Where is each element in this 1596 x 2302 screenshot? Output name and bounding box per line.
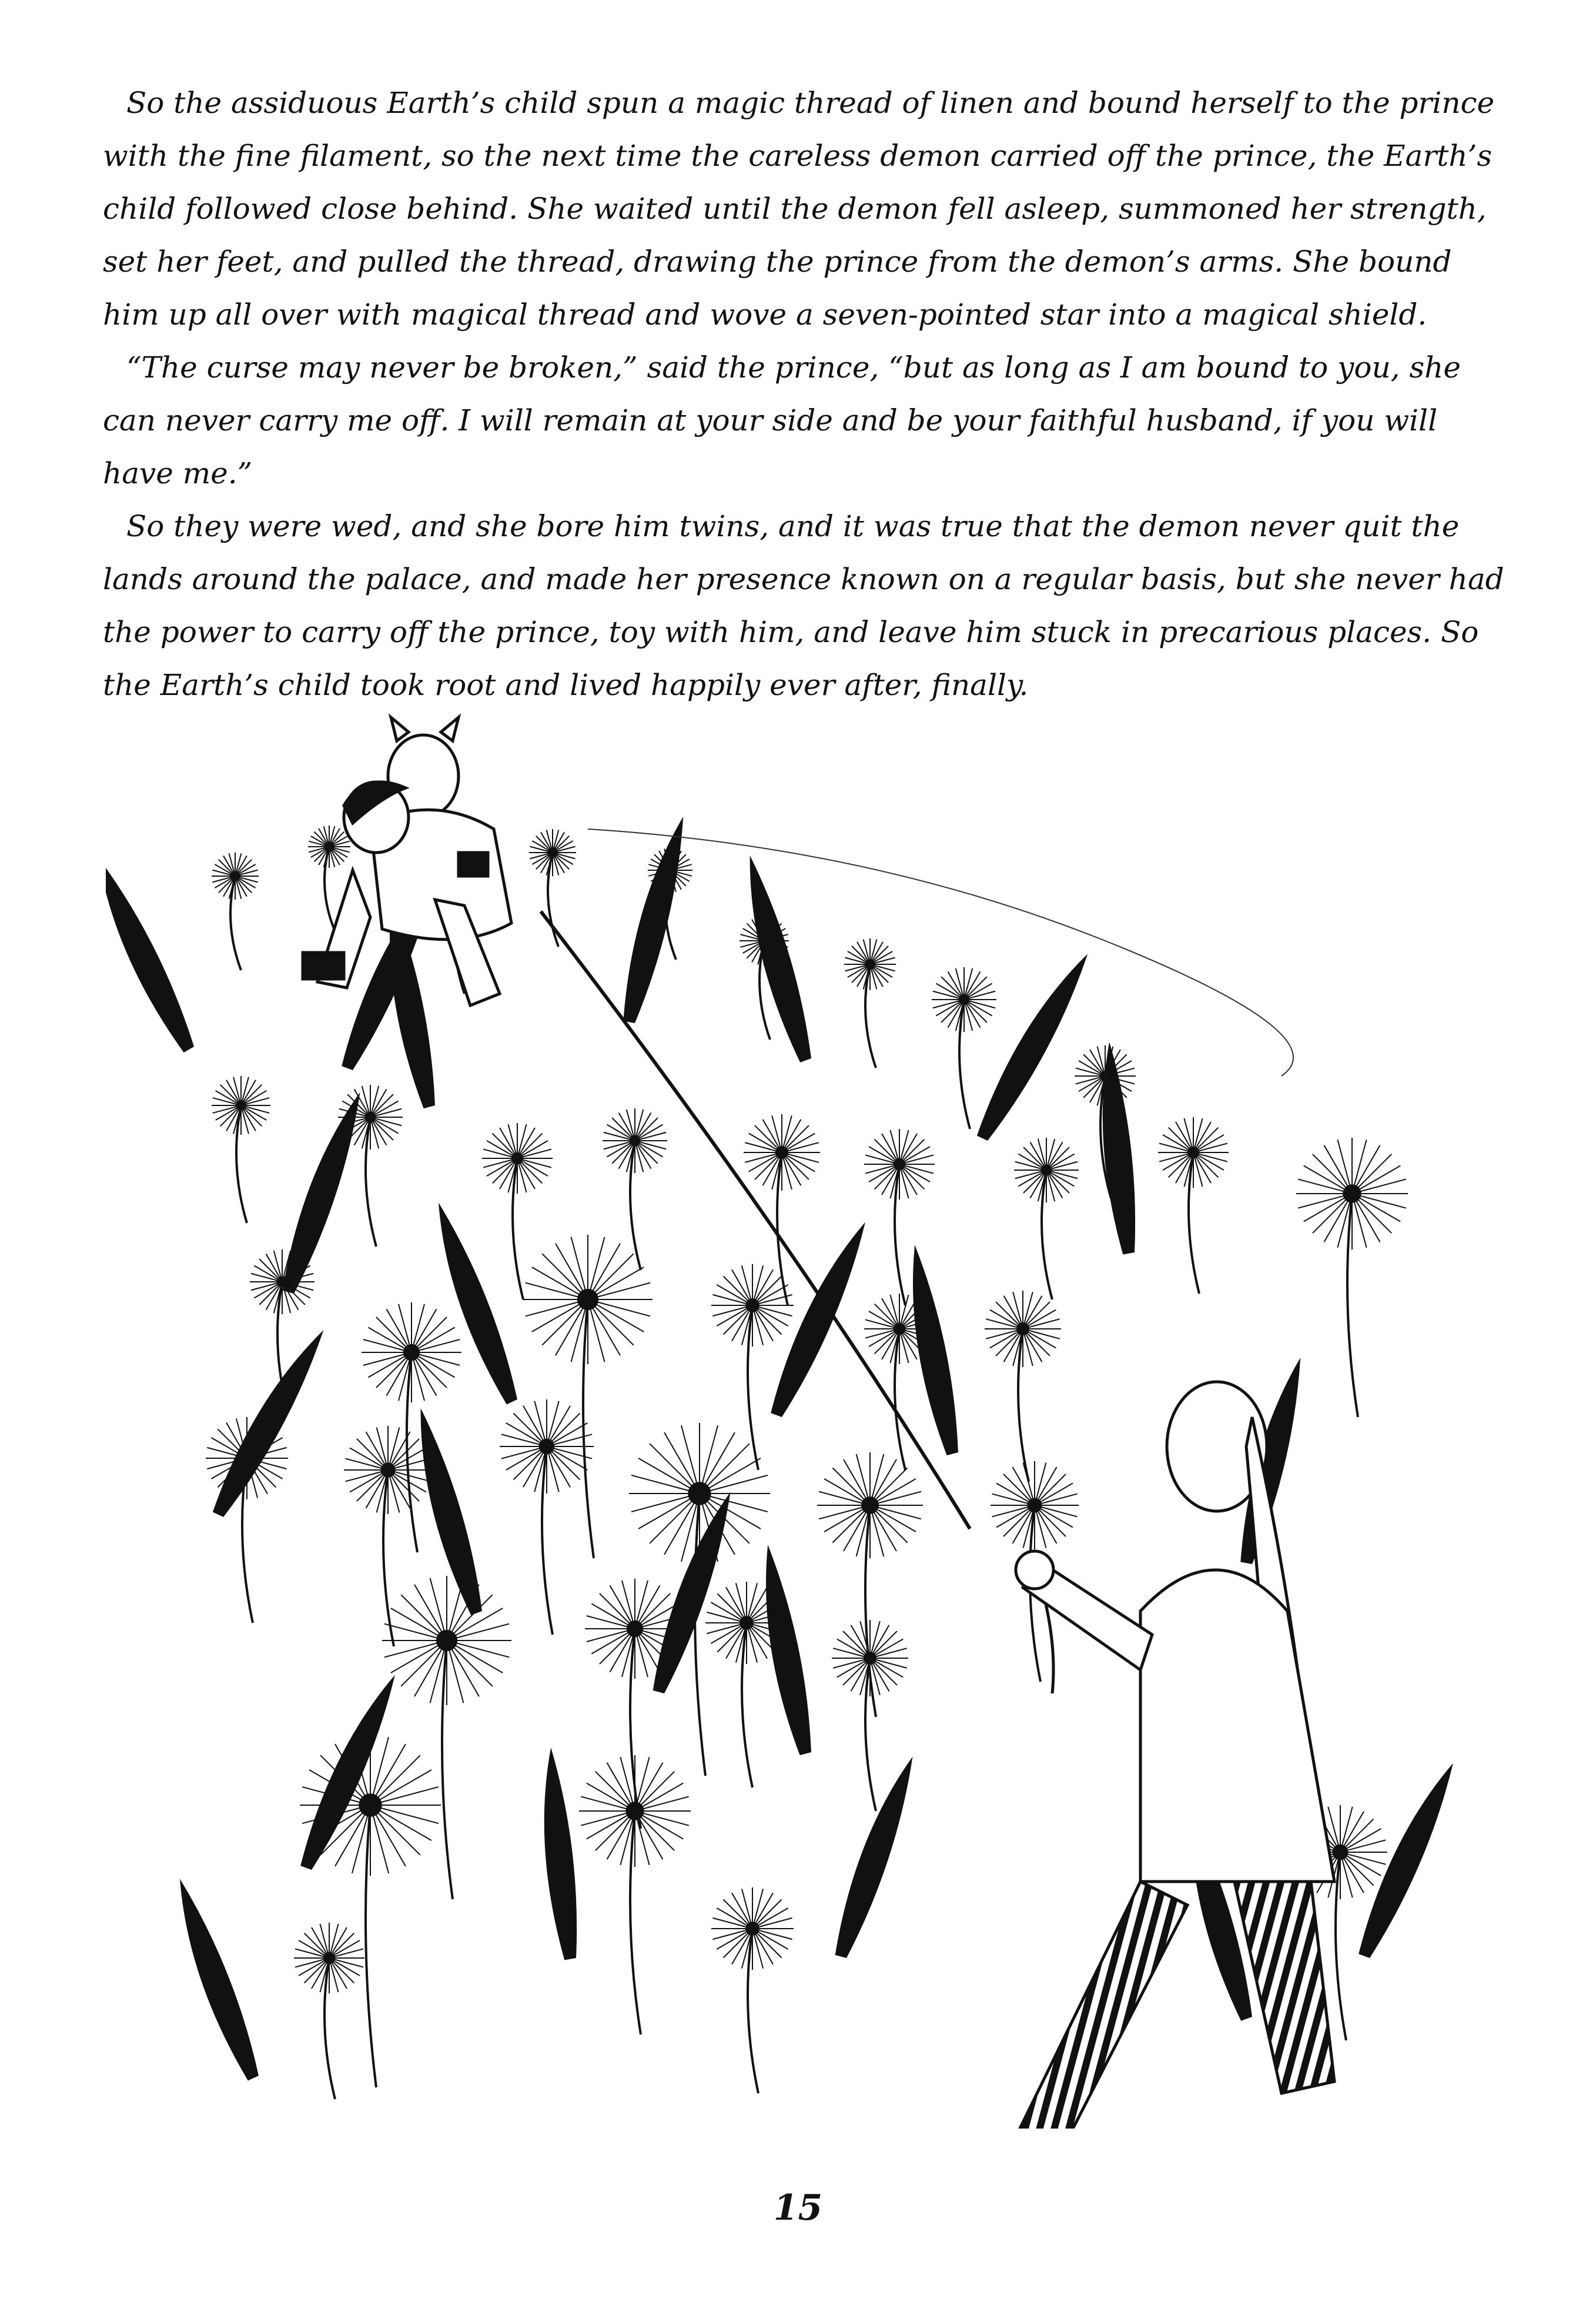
dandelion-head — [344, 1426, 432, 1514]
story-paragraph: So they were wed, and she bore him twins, and it was true that the demon never quit the lands around the palace, and made her presence known on a regular basis, but she never had the power to carry off the prince, toy with him, and leave him stuck in precarious places. So the Earth’s child took root and lived happily ever after, finally. — [103, 509, 1504, 702]
dandelion-field-illustration — [106, 694, 1505, 2129]
dandelion-head — [382, 1576, 511, 1705]
dandelion-head — [932, 967, 996, 1032]
story-paragraph: So the assiduous Earth’s child spun a magic thread of linen and bound herself to the prince with the fine filament, so the next time the careless demon carried off the prince, the Earth’s child followed close behind. She waited until the demon fell asleep, summoned her strength, set her feet, and pulled the thread, drawing the prince from the demon’s arms. She bound him up all over with magical thread and wove a seven-pointed star into a magical shield. — [103, 86, 1495, 332]
dandelion-leaf — [153, 1872, 286, 2083]
dandelion-head — [212, 1076, 270, 1135]
dandelion-head — [1014, 1138, 1079, 1202]
dandelion-head — [711, 1264, 794, 1347]
dandelion-leaf — [829, 1749, 929, 1966]
dandelion-head — [985, 1291, 1061, 1367]
dandelion-head — [308, 826, 350, 868]
dandelion-head — [250, 1249, 314, 1314]
dandelion-head — [1158, 1117, 1229, 1188]
dandelion-head — [740, 916, 789, 965]
dandelion-head — [294, 1923, 364, 1993]
dandelion-head — [629, 1423, 770, 1564]
dandelion-head — [832, 1620, 908, 1696]
dandelion-head — [705, 1582, 788, 1664]
dandelion-head — [212, 853, 259, 900]
dandelion-head — [817, 1452, 923, 1558]
dandelion-leaf — [617, 811, 700, 1028]
story-paragraph: “The curse may never be broken,” said the prince, “but as long as I am bound to you, she can never carry me off. I will remain at your side and be your faithful husband, if you will have me.” — [103, 350, 1461, 490]
dandelion-head — [523, 1235, 653, 1364]
dandelion-head — [864, 1129, 935, 1200]
dandelion-head — [579, 1755, 691, 1867]
story-text — [103, 76, 1514, 711]
dandelion-head — [585, 1579, 685, 1679]
dandelion-head — [482, 1123, 553, 1194]
dandelion-head — [991, 1461, 1079, 1549]
dandelion-head — [603, 1108, 667, 1173]
magic-thread-loose — [588, 829, 1293, 1076]
dandelion-head — [338, 1085, 403, 1150]
dandelion-head — [711, 1887, 794, 1970]
dandelion-head — [529, 829, 576, 876]
dandelion-leaf — [972, 941, 1104, 1153]
dandelion-head — [648, 848, 692, 893]
earths-child-girl — [1016, 1382, 1334, 2129]
dandelion-leaf — [740, 1540, 839, 1756]
dandelion-head — [1296, 1138, 1408, 1249]
dandelion-head — [300, 1735, 441, 1876]
dandelion-head — [206, 1417, 288, 1499]
dandelion-head — [864, 1294, 935, 1364]
dandelion-leaf — [886, 1240, 986, 1456]
dandelion-head — [844, 938, 896, 990]
dandelion-leaf — [106, 848, 219, 1055]
dandelion-head — [500, 1399, 594, 1494]
magic-thread — [541, 911, 970, 1529]
dandelion-head — [1075, 1045, 1136, 1107]
page-number: 15 — [773, 2187, 823, 2229]
dandelion-leaf — [412, 1195, 544, 1407]
dandelion-head — [744, 1114, 820, 1191]
dandelion-head — [362, 1302, 461, 1402]
dandelion-leaf — [522, 1745, 605, 1961]
